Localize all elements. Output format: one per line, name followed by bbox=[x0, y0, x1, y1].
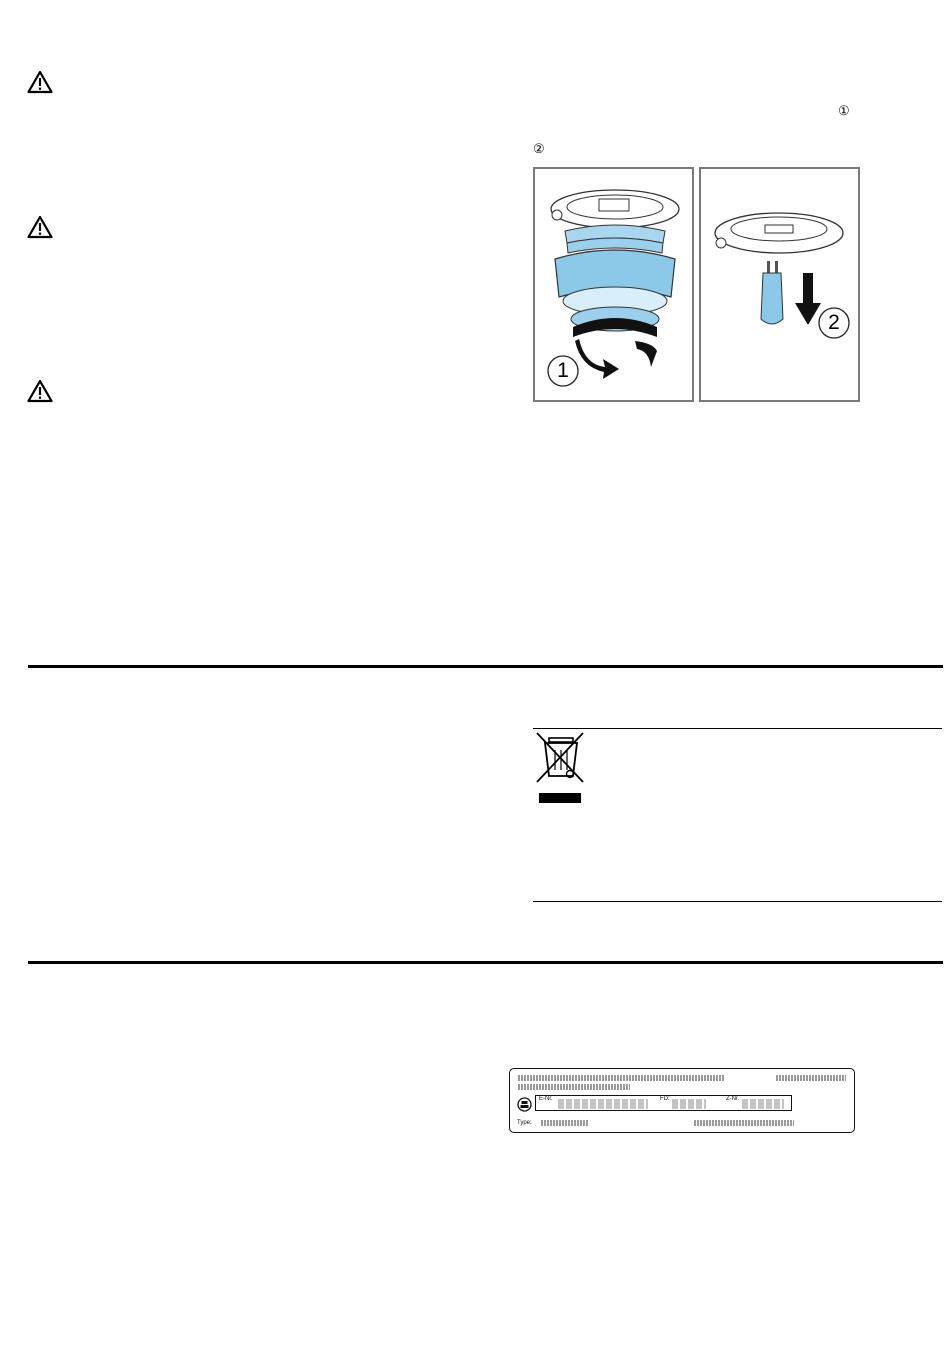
weee-crossed-bin-icon bbox=[533, 730, 589, 805]
step-1-marker: ① bbox=[838, 103, 850, 118]
rating-plate-text-line bbox=[518, 1084, 630, 1090]
rating-plate-id-box bbox=[535, 1095, 792, 1111]
rating-plate-text-line bbox=[776, 1075, 846, 1081]
warning-icon bbox=[27, 70, 53, 94]
warning-icon bbox=[27, 215, 53, 239]
figure-panel-remove-bulb bbox=[699, 167, 860, 402]
figure-step-2-number: 2 bbox=[828, 311, 840, 334]
fd-label: FD: bbox=[660, 1096, 670, 1102]
section-divider bbox=[28, 665, 943, 668]
e-nr-value bbox=[558, 1099, 648, 1109]
rating-plate-text-line bbox=[694, 1120, 794, 1126]
step-2-marker: ② bbox=[533, 141, 545, 156]
type-value bbox=[541, 1120, 589, 1126]
disposal-box-top-rule bbox=[533, 728, 942, 729]
figure-panel-unscrew-cover bbox=[533, 167, 694, 402]
warning-icon bbox=[27, 379, 53, 403]
z-nr-value bbox=[742, 1099, 784, 1109]
type-label: Type: bbox=[517, 1120, 532, 1126]
figure-step-1-number: 1 bbox=[557, 359, 569, 382]
service-icon bbox=[517, 1097, 532, 1112]
e-nr-label: E-Nr. bbox=[539, 1096, 553, 1102]
rating-plate-text-line bbox=[518, 1075, 724, 1081]
z-nr-label: Z-Nr. bbox=[726, 1096, 740, 1102]
section-divider bbox=[28, 961, 943, 964]
fd-value bbox=[672, 1099, 706, 1109]
rating-plate bbox=[509, 1068, 855, 1133]
disposal-box-bottom-rule bbox=[533, 901, 942, 902]
